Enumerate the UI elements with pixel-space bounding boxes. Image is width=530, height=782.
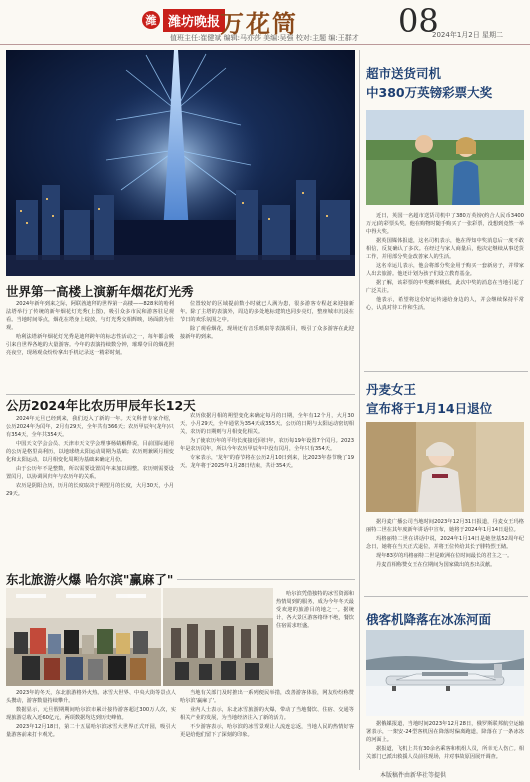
queen-portrait-illustration [366, 422, 524, 512]
story5-paragraph: 现年83岁的玛格丽特二世是欧洲在位时间最长的君主之一。 [376, 553, 513, 559]
story3-paragraph: 哈尔滨凭借独特的冰雪资源和热情周到的服务，成为今年冬天最受欢迎的旅游目的地之一。据统计，各大景区游客络绎不绝，餐饮住宿需求旺盛。 [276, 591, 354, 629]
story1-paragraph: 位置较好的区域提前数小时就已人满为患，很多游客专程赶来迎接新年。除了主塔的表演外，周边的多处地标建筑也同步亮灯，整座城市沉浸在节日的欢乐氛围之中。 [180, 301, 354, 323]
story5-headline-line2: 宣布将于1月14日退位 [366, 401, 493, 416]
danish-queen-photo [366, 422, 524, 512]
masthead-rule [0, 44, 530, 45]
story4-paragraph: 近日，英国一名超市送货司机中了380万英镑(约合人民币3400万元)的彩票头奖。他在购物时随手购买了一张彩票，没想到竟然一举中得大奖。 [366, 213, 524, 235]
column-divider [359, 50, 360, 770]
issue-date: 2024年1月2日 星期二 [432, 31, 503, 39]
fireworks-illustration [6, 50, 355, 276]
staff-credits: 值班主任:崔健斌 编辑:马亦莎 美编:吴强 校对:主题 编:王群才 [170, 34, 359, 42]
story5-paragraph: 玛格丽特二世在讲话中说，2024年1月14日是她登基52周年纪念日，她将在当天正式退位，并将王位传给其长子腓特烈王储。 [366, 536, 524, 550]
story5-body [366, 518, 524, 592]
story2-paragraph: 农历是阴阳合历，历月的长度取决于朔望月的长度，大月30天，小月29天。 [6, 483, 174, 497]
story6-headline: 俄客机降落在冰冻河面 [366, 612, 492, 627]
burj-fireworks-photo [6, 50, 355, 276]
story4-paragraph: 这名幸运儿表示，他会将部分奖金用于购买一套新房子，并带家人出去旅游。他还计划为孩子们设立教育基金。 [366, 263, 524, 277]
story1-paragraph: 除了观看烟花，现场还有音乐喷泉等表演项目，吸引了众多游客在此迎接新年的到来。 [180, 326, 354, 340]
masthead [0, 0, 530, 44]
story3-paragraph: 数据显示，元旦假期期间哈尔滨市累计接待游客超过300万人次，实现旅游总收入近60亿元，两项数据均达到历史峰值。 [6, 707, 176, 721]
story2-paragraph: 专家表示，'龙年'的春节将在公历2月10日到来，比2023年春节晚了19天。龙年将于2025年1月28日结束，共计354天。 [180, 455, 354, 469]
plane-on-ice-illustration [366, 630, 524, 716]
story1-paragraph: 哈利法塔新年烟花灯光秀是迪拜跨年的标志性活动之一，每年都会吸引来自世界各地的大量游客。今年的表演持续数分钟，璀璨夺目的烟花照亮夜空，现场观众纷纷拿出手机记录这一精彩时刻。 [6, 334, 174, 356]
page-number: 08 [398, 2, 439, 40]
story4-headline [366, 64, 492, 102]
section-divider [6, 394, 355, 395]
story5-paragraph: 据丹麦广播公司当地时间2023年12月31日报道，丹麦女王玛格丽特二世在其年度新年讲话中宣布，她将于2024年1月14日退位。 [366, 519, 524, 533]
story3-body-left [6, 689, 176, 775]
story1-body-left [6, 300, 174, 392]
source-credit: 本版稿件由新华社等提供 [380, 772, 447, 779]
story4-body [366, 212, 524, 367]
story6-paragraph: 据俄媒报道，当地时间2023年12月28日，俄罗斯联邦航空运输署表示，一架安-24型客机因在降落时偏离跑道，降落在了一条冰冻的河面上。 [366, 721, 524, 743]
story4-paragraph: 据了解，该彩票的中奖概率极低，此次中奖的消息在当地引起了广泛关注。 [366, 280, 524, 294]
story5-paragraph: 丹麦首相称赞女王在位期间为国家做出的杰出贡献。 [376, 562, 496, 568]
story5-headline-line1: 丹麦女王 [366, 382, 417, 397]
harbin-luggage-photo [6, 588, 161, 686]
story2-paragraph: 由于公历年不是整数，所以需要设置闰年来加以调整。农历则需要设置闰月，以协调回归年与农历年的关系。 [6, 466, 174, 480]
logo-text: 潍坊晚报 [163, 9, 225, 32]
story3-paragraph: 业内人士表示，东北冰雪旅游的火爆，带动了当地餐饮、住宿、交通等相关产业的发展，为当地经济注入了新的活力。 [180, 707, 354, 721]
story1-body-right [180, 300, 354, 392]
story1-headline: 世界第一高楼上演新年烟花灯光秀 [6, 284, 194, 299]
story1-paragraph: 2024年新年到来之际，阿联酋迪拜的世界第一高楼——828米的哈利法塔举行了传统的新年烟花灯光秀(上图)，吸引众多市民和游客驻足观看。当地时间零点，烟花在塔身上绽放，与灯光秀交相辉映，场面蔚为壮观。 [6, 301, 174, 331]
story6-paragraph: 据报道，飞机上共有30余名乘客和机组人员，所幸无人伤亡。相关部门已派出救援人员前往现场，并对事故原因展开调查。 [366, 746, 524, 760]
story3-headline: 东北旅游火爆 哈尔滨"赢麻了" [6, 570, 177, 588]
story2-headline: 公历2024年比农历甲辰年长12天 [6, 398, 196, 413]
story6-body [366, 720, 524, 768]
logo-mark-icon: 潍 [142, 11, 160, 29]
story4-paragraph: 据英国媒体报道，这名司机表示，他在得知中奖消息后一度不敢相信，反复确认了多次。在经过与家人商量后，他决定继续从事送货工作，并用部分奖金改善家人的生活。 [366, 238, 524, 260]
story2-body-left [6, 415, 174, 577]
airport-luggage-illustration [6, 588, 161, 686]
story4-headline-line2: 中380万英镑彩票大奖 [366, 85, 493, 100]
section-divider [364, 596, 528, 597]
story2-body-right [180, 412, 354, 577]
story3-paragraph: 当地有关部门及时推出一系列便民举措，改善游客体验，网友纷纷称赞哈尔滨'赢麻了'。 [180, 690, 354, 704]
story3-paragraph: 2023年12月18日，第二十五届哈尔滨冰雪大世界正式开园，吸引大量游客前来打卡观光。 [6, 724, 176, 738]
story3-paragraph: 不少游客表示，哈尔滨的冰雪景观让人流连忘返，当地人民的热情好客更是给他们留下了深刻的印象。 [180, 724, 354, 738]
story3-body-right-column [276, 590, 354, 688]
story2-paragraph: 农历依据月相的朔望变化来确定每月的日期，全年有12个月，大月30天，小月29天，全年通常为354天或355天。公历的日期与太阳运动密切相关，农历的日期则与月相变化相关。 [180, 413, 354, 435]
story4-headline-line1: 超市送货司机 [366, 66, 442, 81]
section-divider [364, 371, 528, 372]
section-title: 万花筒 [220, 9, 298, 38]
story2-paragraph: 中国天文学会会员、天津市天文学会理事杨婧解释说，目前国际通用的公历是格里高利历，以地球绕太阳运动周期为基础；农历则兼顾月相变化和太阳运动，以月相变化周期为基础来确定月份。 [6, 441, 174, 463]
couple-outdoors-illustration [366, 110, 524, 205]
story2-paragraph: 2024年元旦已经到来，我们迈入了新的一年。天文科普专家介绍，公历2024年为闰年，2月有29天，全年共有366天；农历甲辰年(龙年)只有354天，全年共354天。 [6, 416, 174, 438]
lottery-winner-photo [366, 110, 524, 205]
plane-on-river-photo [366, 630, 524, 716]
story4-paragraph: 他表示，希望将这份好运传递给身边的人，并会继续保持平常心，认真对待工作和生活。 [366, 297, 524, 311]
story3-body-right-lower [180, 689, 354, 775]
story2-paragraph: 为了使农历年的平均长度接近回归年，农历每19年设置7个闰月。2023年是农历闰年，所以今年农历甲辰年中没有闰月，全年只有354天。 [180, 438, 354, 452]
story5-headline [366, 380, 492, 418]
story3-paragraph: 2023年的冬天，东北旅游格外火热。冰雪大世界、中央大街等景点人头攒动，游客数量持续攀升。 [6, 690, 176, 704]
newspaper-logo [142, 8, 225, 32]
